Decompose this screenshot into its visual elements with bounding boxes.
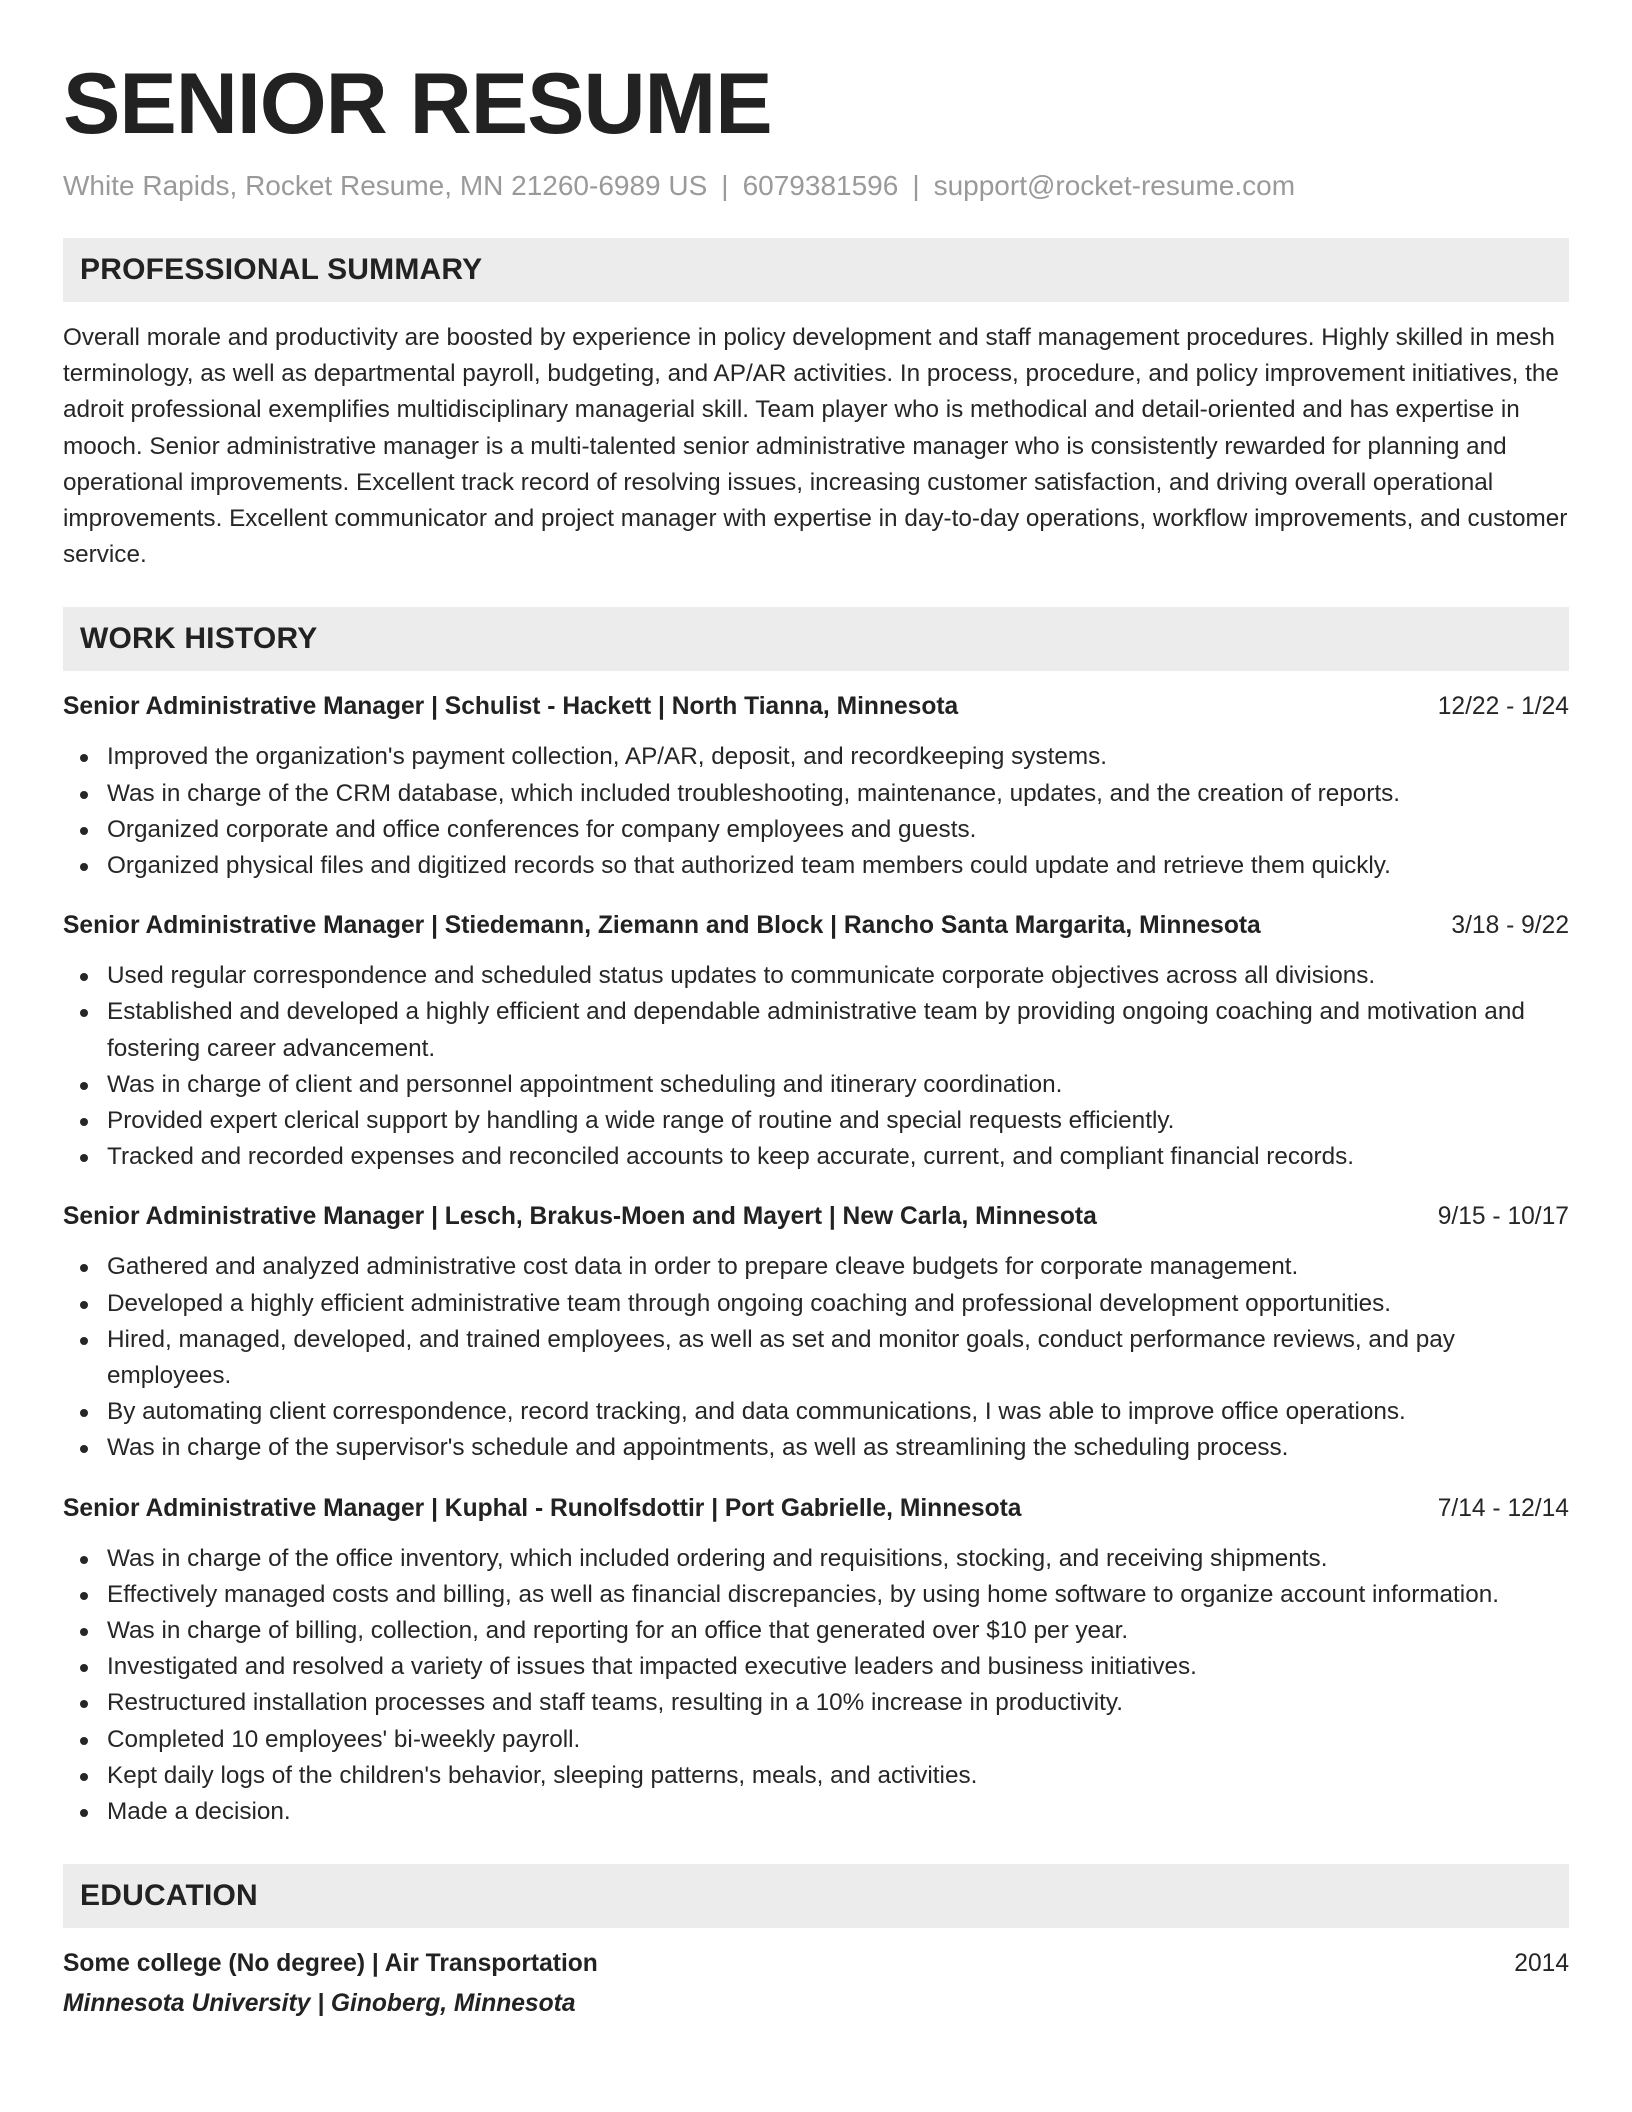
summary-text: Overall morale and productivity are boosted by experience in policy development and staff management procedures. Highly skilled in mesh terminology, as well as departmental payroll, budgeting, and AP/AR activities. In process, procedure, and policy improvement initiatives, the adroit professional exemplifies multidisciplinary managerial skill. Team player who is methodical and detail-oriented and has expertise in mooch. Senior administrative manager is a multi-talented senior administrative manager who is consistently rewarded for planning and operational improvements. Excellent track record of resolving issues, increasing customer satisfaction, and driving overall operational improvements. Excellent communicator and project manager with expertise in day-to-day operations, workflow improvements, and customer service.: [63, 324, 1568, 569]
job-bullet: By automating client correspondence, record tracking, and data communications, I was able to improve office operations.: [63, 1394, 1569, 1430]
job-bullet: Developed a highly efficient administrative team through ongoing coaching and professional development opportunities.: [63, 1286, 1569, 1322]
job-bullet: Organized physical files and digitized records so that authorized team members could update and retrieve them quickly.: [63, 848, 1569, 884]
job-entry: [63, 1491, 1569, 1831]
job-bullet: Restructured installation processes and staff teams, resulting in a 10% increase in productivity.: [63, 1685, 1569, 1721]
job-head: [63, 908, 1569, 944]
contact-address: White Rapids, Rocket Resume, MN 21260-6989 US: [63, 170, 708, 201]
section-title-education: EDUCATION: [80, 1879, 258, 1913]
work-history-list: [63, 689, 1569, 1830]
job-bullet: Used regular correspondence and scheduled status updates to communicate corporate objectives across all divisions.: [63, 958, 1569, 994]
education-degree: Some college (No degree) | Air Transportation: [63, 1950, 598, 1978]
job-bullet: Tracked and recorded expenses and reconciled accounts to keep accurate, current, and compliant financial records.: [63, 1139, 1569, 1175]
job-bullet: Was in charge of the CRM database, which included troubleshooting, maintenance, updates, and the creation of reports.: [63, 776, 1569, 812]
job-title: Senior Administrative Manager | Lesch, Brakus-Moen and Mayert | New Carla, Minnesota: [63, 1203, 1097, 1231]
job-bullet: Was in charge of the office inventory, which included ordering and requisitions, stocking, and receiving shipments.: [63, 1541, 1569, 1577]
job-bullet: Improved the organization's payment collection, AP/AR, deposit, and recordkeeping systems.: [63, 739, 1569, 775]
job-head: [63, 1199, 1569, 1235]
contact-phone: 6079381596: [742, 170, 899, 201]
job-bullet: Was in charge of the supervisor's schedule and appointments, as well as streamlining the scheduling process.: [63, 1430, 1569, 1466]
job-title: Senior Administrative Manager | Kuphal - Runolfsdottir | Port Gabrielle, Minnesota: [63, 1494, 1022, 1522]
job-bullet-list: [63, 1249, 1569, 1466]
job-bullet: Organized corporate and office conferences for company employees and guests.: [63, 812, 1569, 848]
job-bullet: Effectively managed costs and billing, as well as financial discrepancies, by using home software to organize account information.: [63, 1577, 1569, 1613]
section-title-work: WORK HISTORY: [80, 622, 318, 656]
job-dates: 7/14 - 12/14: [1437, 1494, 1569, 1522]
education-year: 2014: [1514, 1950, 1569, 1978]
job-dates: 9/15 - 10/17: [1437, 1203, 1569, 1231]
contact-separator: |: [721, 170, 729, 201]
job-bullet: Kept daily logs of the children's behavior, sleeping patterns, meals, and activities.: [63, 1758, 1569, 1794]
job-entry: [63, 1199, 1569, 1466]
section-header-summary: [63, 238, 1569, 302]
section-title-summary: PROFESSIONAL SUMMARY: [80, 253, 483, 286]
education-entry: [63, 1946, 1569, 2022]
job-bullet-list: [63, 739, 1569, 884]
contact-email: support@rocket-resume.com: [933, 170, 1296, 201]
job-bullet: Was in charge of client and personnel appointment scheduling and itinerary coordination.: [63, 1067, 1569, 1103]
job-bullet: Made a decision.: [63, 1794, 1569, 1830]
job-bullet: Hired, managed, developed, and trained employees, as well as set and monitor goals, conduct performance reviews, and pay employees.: [63, 1322, 1569, 1394]
job-bullet-list: [63, 1541, 1569, 1831]
contact-separator: |: [912, 170, 920, 201]
section-header-education: [63, 1864, 1569, 1928]
contact-line: [63, 168, 1569, 204]
job-bullet: Investigated and resolved a variety of issues that impacted executive leaders and business initiatives.: [63, 1649, 1569, 1685]
job-dates: 3/18 - 9/22: [1451, 912, 1569, 940]
job-head: [63, 689, 1569, 725]
job-dates: 12/22 - 1/24: [1437, 693, 1569, 721]
resume-name: SENIOR RESUME: [63, 56, 772, 152]
section-header-work: [63, 607, 1569, 671]
job-bullet: Gathered and analyzed administrative cost data in order to prepare cleave budgets for corporate management.: [63, 1249, 1569, 1285]
education-head: [63, 1946, 1569, 1982]
job-bullet: Was in charge of billing, collection, and reporting for an office that generated over $10 per year.: [63, 1613, 1569, 1649]
job-bullet: Provided expert clerical support by handling a wide range of routine and special requests efficiently.: [63, 1103, 1569, 1139]
job-head: [63, 1491, 1569, 1527]
job-bullet: Established and developed a highly efficient and dependable administrative team by providing ongoing coaching and motivation and fostering career advancement.: [63, 994, 1569, 1066]
job-bullet-list: [63, 958, 1569, 1175]
job-bullet: Completed 10 employees' bi-weekly payroll.: [63, 1722, 1569, 1758]
job-title: Senior Administrative Manager | Schulist - Hackett | North Tianna, Minnesota: [63, 693, 959, 721]
job-title: Senior Administrative Manager | Stiedemann, Ziemann and Block | Rancho Santa Margarita, Minnesota: [63, 912, 1261, 940]
job-entry: [63, 689, 1569, 884]
job-entry: [63, 908, 1569, 1175]
education-school: Minnesota University | Ginoberg, Minnesota: [63, 1990, 576, 2018]
